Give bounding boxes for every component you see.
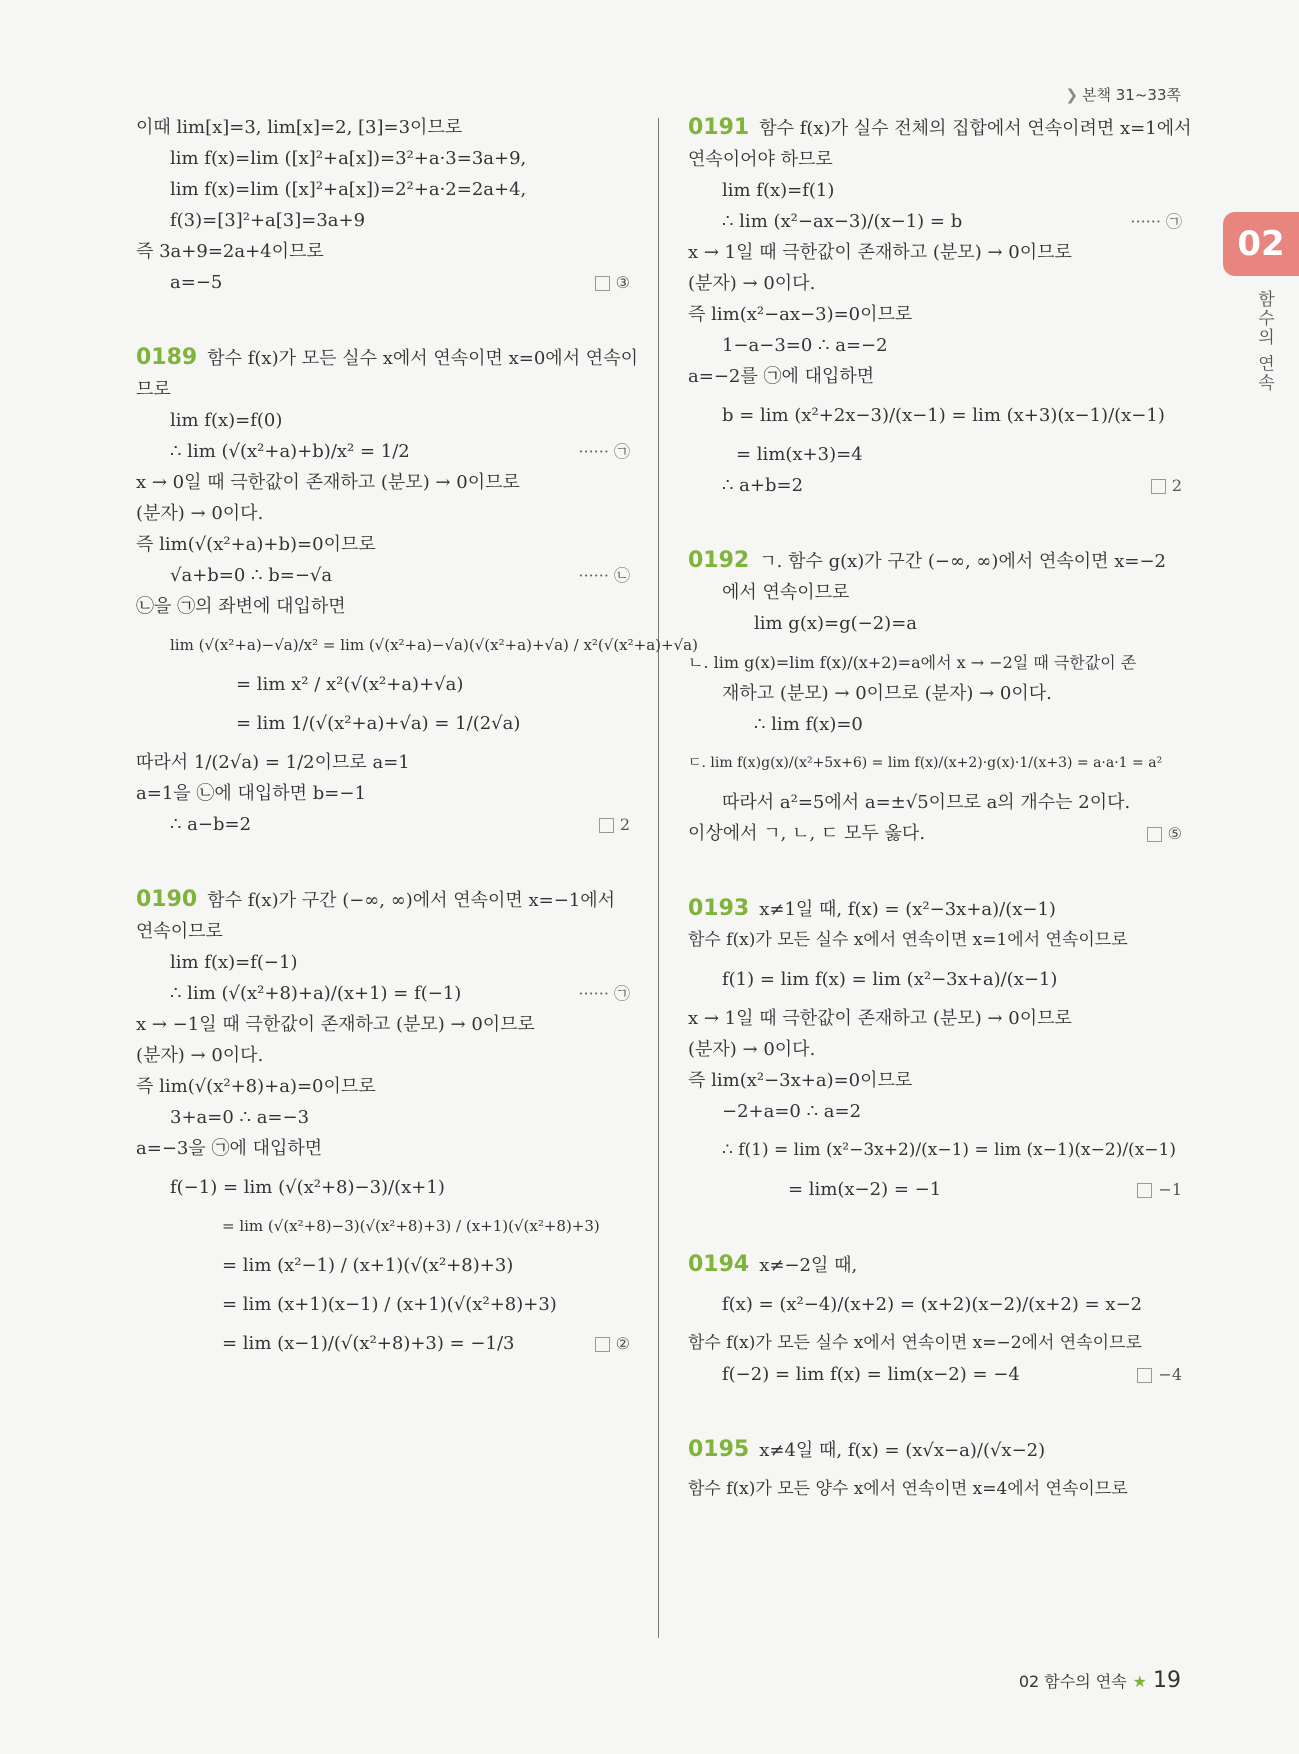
- problem-number: 0189: [136, 345, 198, 370]
- column-divider: [658, 118, 659, 1638]
- text-line: ∴ lim (x²−ax−3)/(x−1) = b ······ ㉠: [688, 206, 1182, 237]
- text-line: 이상에서 ㄱ, ㄴ, ㄷ 모두 옳다. ⑤: [688, 818, 1182, 849]
- problem-0195: [688, 1434, 1182, 1505]
- text-line: (분자) → 0이다.: [136, 503, 264, 524]
- text-line: x → 1일 때 극한값이 존재하고 (분모) → 0이므로: [688, 1008, 1072, 1029]
- text-line: ∴ lim (√(x²+a)+b)/x² = 1/2 ······ ㉠: [136, 436, 630, 467]
- problem-number: 0193: [688, 896, 750, 921]
- problem-number: 0192: [688, 548, 750, 573]
- equation-mark: ······ ㉡: [578, 566, 630, 585]
- equation-mark: ······ ㉠: [1130, 212, 1182, 231]
- text-line: 0193 x≠1일 때, f(x) = (x²−3x+a)/(x−1): [688, 896, 1056, 921]
- text-line: = lim 1/(√(x²+a)+√a) = 1/(2√a): [236, 713, 521, 734]
- answer-badge: ②: [595, 1328, 630, 1359]
- text-line: f(−2) = lim f(x) = lim(x−2) = −4 −4: [688, 1359, 1182, 1390]
- page-number: 19: [1153, 1668, 1181, 1693]
- text-line: 재하고 (분모) → 0이므로 (분자) → 0이다.: [722, 683, 1052, 704]
- text-line: 0189 함수 f(x)가 모든 실수 x에서 연속이면 x=0에서 연속이: [136, 345, 638, 370]
- text-line: 0192 ㄱ. 함수 g(x)가 구간 (−∞, ∞)에서 연속이면 x=−2: [688, 548, 1166, 573]
- text-line: ∴ lim (√(x²+8)+a)/(x+1) = f(−1) ······ ㉠: [136, 978, 630, 1009]
- text-line: = lim (x+1)(x−1) / (x+1)(√(x²+8)+3): [222, 1294, 557, 1315]
- text-line: ∴ f(1) = lim (x²−3x+2)/(x−1) = lim (x−1)(x−2)/(x−1): [722, 1140, 1176, 1160]
- problem-number: 0191: [688, 115, 750, 140]
- answer-badge: 2: [1151, 470, 1182, 501]
- text-line: 0194 x≠−2일 때,: [688, 1252, 858, 1277]
- text-line: x → 1일 때 극한값이 존재하고 (분모) → 0이므로: [688, 242, 1072, 263]
- text-line: b = lim (x²+2x−3)/(x−1) = lim (x+3)(x−1)/(x−1): [722, 405, 1165, 426]
- problem-0192: [688, 545, 1182, 849]
- text-line: a=−2를 ㉠에 대입하면: [688, 366, 875, 387]
- answer-badge: ③: [595, 267, 630, 298]
- text-line: ㄴ. lim g(x)=lim f(x)/(x+2)=a에서 x → −2일 때 극한값이 존: [688, 653, 1137, 672]
- problem-0194: [688, 1249, 1182, 1390]
- answer-badge: 2: [599, 809, 630, 840]
- text-line: a=−3을 ㉠에 대입하면: [136, 1138, 323, 1159]
- text-line: = lim (x²−1) / (x+1)(√(x²+8)+3): [222, 1255, 514, 1276]
- text-line: lim g(x)=g(−2)=a: [754, 613, 918, 634]
- text-line: 함수 f(x)가 모든 실수 x에서 연속이면 x=1에서 연속이므로: [688, 930, 1128, 950]
- problem-number: 0190: [136, 887, 198, 912]
- problem-0191: [688, 112, 1192, 501]
- problem-0189: [136, 342, 698, 840]
- text-line: ∴ lim f(x)=0: [754, 714, 863, 735]
- text-line: x → 0일 때 극한값이 존재하고 (분모) → 0이므로: [136, 472, 520, 493]
- page-reference: ❯ 본책 31~33쪽: [1065, 86, 1181, 104]
- text-line: 즉 lim(x²−3x+a)=0이므로: [688, 1070, 913, 1091]
- text-line: = lim x² / x²(√(x²+a)+√a): [236, 674, 464, 695]
- text-line: (분자) → 0이다.: [136, 1045, 264, 1066]
- text-line: a=−5 ③: [136, 267, 630, 298]
- text-line: (분자) → 0이다.: [688, 1039, 816, 1060]
- text-line: 즉 lim(x²−ax−3)=0이므로: [688, 304, 913, 325]
- text-line: 0191 함수 f(x)가 실수 전체의 집합에서 연속이려면 x=1에서: [688, 115, 1192, 140]
- text-line: 즉 3a+9=2a+4이므로: [136, 241, 324, 262]
- text-line: ∴ a−b=2 2: [136, 809, 630, 840]
- text-line: 1−a−3=0 ∴ a=−2: [722, 335, 888, 356]
- text-line: 므로: [136, 379, 171, 400]
- answer-badge: ⑤: [1147, 818, 1182, 849]
- text-line: 따라서 1/(2√a) = 1/2이므로 a=1: [136, 752, 410, 773]
- text-line: ㉡을 ㉠의 좌변에 대입하면: [136, 596, 346, 617]
- problem-0193: [688, 893, 1182, 1205]
- answer-badge: −4: [1137, 1359, 1182, 1390]
- text-line: lim f(x)=f(−1): [170, 952, 298, 973]
- right-column: [688, 112, 1192, 1505]
- text-line: = lim (√(x²+8)−3)(√(x²+8)+3) / (x+1)(√(x²+8)+3): [222, 1217, 600, 1235]
- problem-number: 0195: [688, 1437, 750, 1462]
- page-footer: [1019, 1668, 1181, 1693]
- text-line: f(−1) = lim (√(x²+8)−3)/(x+1): [170, 1177, 445, 1198]
- text-line: f(3)=[3]²+a[3]=3a+9: [170, 210, 366, 231]
- text-line: 0195 x≠4일 때, f(x) = (x√x−a)/(√x−2): [688, 1437, 1046, 1462]
- chapter-tab: 02: [1223, 212, 1299, 276]
- text-line: lim f(x)=f(1): [722, 180, 835, 201]
- equation-mark: ······ ㉠: [578, 442, 630, 461]
- arrow-icon: ❯: [1065, 86, 1079, 104]
- text-line: x → −1일 때 극한값이 존재하고 (분모) → 0이므로: [136, 1014, 535, 1035]
- problem-number: 0194: [688, 1252, 750, 1277]
- text-line: = lim(x+3)=4: [736, 444, 863, 465]
- text-line: 이때 lim[x]=3, lim[x]=2, [3]=3이므로: [136, 117, 463, 138]
- answer-badge: −1: [1137, 1174, 1182, 1205]
- footer-chapter: 02 함수의 연속: [1018, 1672, 1127, 1691]
- equation-mark: ······ ㉠: [578, 984, 630, 1003]
- problem-0190: [136, 884, 630, 1359]
- text-line: = lim(x−2) = −1 −1: [688, 1174, 1182, 1205]
- text-line: lim f(x)=lim ([x]²+a[x])=3²+a·3=3a+9,: [170, 148, 527, 169]
- text-line: −2+a=0 ∴ a=2: [722, 1101, 862, 1122]
- text-line: 0190 함수 f(x)가 구간 (−∞, ∞)에서 연속이면 x=−1에서: [136, 887, 616, 912]
- text-line: lim f(x)=f(0): [170, 410, 283, 431]
- text-line: ㄷ. lim f(x)g(x)/(x²+5x+6) = lim f(x)/(x+2)·g(x)·1/(x+3) = a·a·1 = a²: [688, 755, 1163, 771]
- chapter-tab-title: 함수의 연속: [1254, 290, 1274, 393]
- text-line: 따라서 a²=5에서 a=±√5이므로 a의 개수는 2이다.: [722, 792, 1131, 813]
- text-line: 에서 연속이므로: [722, 582, 850, 603]
- text-line: = lim (x−1)/(√(x²+8)+3) = −1/3 ②: [136, 1328, 630, 1359]
- text-line: 즉 lim(√(x²+8)+a)=0이므로: [136, 1076, 376, 1097]
- text-line: a=1을 ㉡에 대입하면 b=−1: [136, 783, 366, 804]
- text-line: (분자) → 0이다.: [688, 273, 816, 294]
- text-line: f(x) = (x²−4)/(x+2) = (x+2)(x−2)/(x+2) = x−2: [722, 1294, 1143, 1315]
- text-line: 함수 f(x)가 모든 실수 x에서 연속이면 x=−2에서 연속이므로: [688, 1333, 1142, 1353]
- text-line: lim (√(x²+a)−√a)/x² = lim (√(x²+a)−√a)(√(x²+a)+√a) / x²(√(x²+a)+√a): [170, 636, 698, 654]
- text-line: √a+b=0 ∴ b=−√a ······ ㉡: [136, 560, 630, 591]
- star-icon: ★: [1132, 1672, 1147, 1691]
- text-line: ∴ a+b=2 2: [688, 470, 1182, 501]
- text-line: 연속이어야 하므로: [688, 149, 833, 170]
- text-line: 연속이므로: [136, 921, 223, 942]
- text-line: 함수 f(x)가 모든 양수 x에서 연속이면 x=4에서 연속이므로: [688, 1479, 1128, 1499]
- text-line: lim f(x)=lim ([x]²+a[x])=2²+a·2=2a+4,: [170, 179, 527, 200]
- text-line: 즉 lim(√(x²+a)+b)=0이므로: [136, 534, 376, 555]
- text-line: f(1) = lim f(x) = lim (x²−3x+a)/(x−1): [722, 969, 1058, 990]
- left-column: [136, 112, 698, 1359]
- text-line: 3+a=0 ∴ a=−3: [170, 1107, 310, 1128]
